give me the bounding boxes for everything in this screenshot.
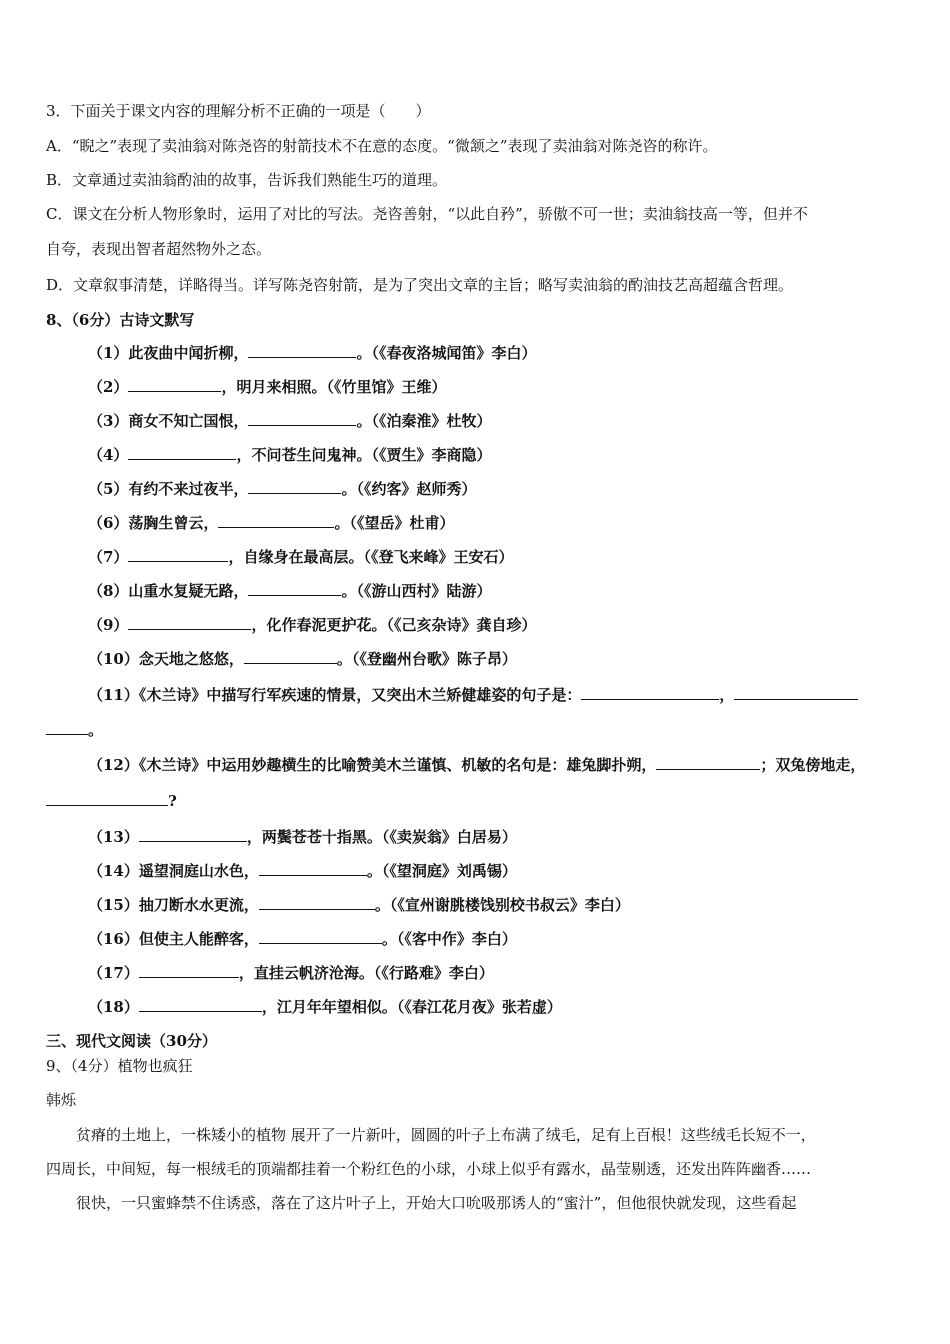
- q8-item-4: [88, 445, 491, 465]
- q8-item-text: （11）《木兰诗》中描写行军疾速的情景，又突出木兰矫健雄姿的句子是：: [88, 686, 582, 704]
- q9-title: 9、（4分）植物也疯狂: [46, 1057, 193, 1075]
- article-paragraph-line: 很快，一只蜜蜂禁不住诱惑，落在了这片叶子上，开始大口吮吸那诱人的“蜜汁”，但他很快就发现，这些看起: [46, 1194, 797, 1212]
- q8-item-source: ，化作春泥更护花。（《己亥杂诗》龚自珍）: [251, 616, 537, 634]
- answer-blank[interactable]: [218, 513, 334, 528]
- q8-item-text: （9）: [88, 616, 129, 634]
- q8-item-13: [88, 827, 517, 847]
- q8-item-source: ，直挂云帆济沧海。（《行路难》李白）: [238, 964, 494, 982]
- q8-item-source: ，两鬓苍苍十指黑。（《卖炭翁》白居易）: [246, 828, 517, 846]
- q8-item-text: ，: [719, 686, 735, 704]
- q8-item-9: [88, 615, 536, 635]
- q8-item-text: （18）: [88, 998, 139, 1016]
- q8-item-5: [88, 479, 476, 499]
- q3-option-b: B．文章通过卖油翁酌油的故事，告诉我们熟能生巧的道理。: [46, 171, 448, 189]
- q8-item-text: （10）念天地之悠悠，: [88, 650, 244, 668]
- q3-option-d: D．文章叙事清楚，详略得当。详写陈尧咨射箭，是为了突出文章的主旨；略写卖油翁的酌油技艺高超蕴含哲理。: [46, 276, 794, 294]
- q8-item-text: （2）: [88, 378, 129, 396]
- q8-item-8: [88, 581, 491, 601]
- q3-option-c-line1: C．课文在分析人物形象时，运用了对比的写法。尧咨善射，“以此自矜”，骄傲不可一世；卖油翁技高一等，但并不: [46, 205, 808, 223]
- answer-blank[interactable]: [128, 547, 228, 562]
- q8-item-source: 。（《登幽州台歌》陈子昂）: [336, 650, 517, 668]
- q8-title: 8、（6分）古诗文默写: [46, 311, 195, 329]
- q8-item-text: （6）荡胸生曾云，: [88, 514, 219, 532]
- q8-item-2: [88, 377, 446, 397]
- answer-blank[interactable]: [259, 861, 367, 876]
- q8-item-3: [88, 411, 491, 431]
- q8-item-source: ，明月来相照。（《竹里馆》王维）: [221, 378, 447, 396]
- q8-item-15: [88, 895, 630, 915]
- answer-blank[interactable]: [139, 827, 247, 842]
- answer-blank[interactable]: [734, 685, 858, 700]
- q8-item-text: （14）遥望洞庭山水色，: [88, 862, 259, 880]
- q8-item-6: [88, 513, 454, 533]
- q8-item-16: [88, 929, 517, 949]
- q8-item-17: [88, 963, 494, 983]
- article-author: 韩烁: [46, 1091, 77, 1109]
- section-heading: 三、现代文阅读（30分）: [46, 1032, 217, 1050]
- q8-item-source: ，自缘身在最高层。（《登飞来峰》王安石）: [228, 548, 514, 566]
- q8-item-18: [88, 997, 562, 1017]
- answer-blank[interactable]: [259, 895, 375, 910]
- answer-blank[interactable]: [581, 685, 719, 700]
- q8-item-source: 。（《游山西村》陆游）: [341, 582, 492, 600]
- q3-option-a: A．“睨之”表现了卖油翁对陈尧咨的射箭技术不在意的态度。“微颔之”表现了卖油翁对陈尧咨的称许。: [46, 137, 718, 155]
- q8-item-11-cont: [46, 720, 103, 740]
- q8-item-source: 。（《泊秦淮》杜牧）: [356, 412, 492, 430]
- q8-item-10: [88, 649, 517, 669]
- q8-item-7: [88, 547, 513, 567]
- q8-item-text: （8）山重水复疑无路，: [88, 582, 249, 600]
- answer-blank[interactable]: [248, 479, 341, 494]
- q8-item-source: 。（《望岳》杜甫）: [334, 514, 455, 532]
- answer-blank[interactable]: [139, 963, 239, 978]
- answer-blank[interactable]: [128, 445, 236, 460]
- q8-item-text: ；双兔傍地走，: [760, 756, 866, 774]
- answer-blank[interactable]: [139, 997, 262, 1012]
- q8-item-source: 。（《春夜洛城闻笛》李白）: [356, 344, 537, 362]
- q8-item-source: 。（《宣州谢朓楼饯别校书叔云》李白）: [374, 896, 630, 914]
- q8-item-text: （4）: [88, 446, 129, 464]
- q8-item-source: ，不问苍生问鬼神。（《贾生》李商隐）: [236, 446, 492, 464]
- q8-item-text: （7）: [88, 548, 129, 566]
- q8-item-text: （13）: [88, 828, 139, 846]
- answer-blank[interactable]: [248, 343, 356, 358]
- q8-item-source: 。（《客中作》李白）: [381, 930, 517, 948]
- q8-item-source: 。（《约客》赵师秀）: [341, 480, 477, 498]
- q8-item-14: [88, 861, 517, 881]
- q8-item-text: （5）有约不来过夜半，: [88, 480, 249, 498]
- q3-stem: 3．下面关于课文内容的理解分析不正确的一项是（ ）: [46, 102, 431, 120]
- answer-blank[interactable]: [244, 649, 337, 664]
- q8-item-12: [88, 755, 865, 775]
- answer-blank[interactable]: [248, 411, 356, 426]
- answer-blank[interactable]: [259, 929, 382, 944]
- answer-blank[interactable]: [128, 377, 221, 392]
- q3-option-c-line2: 自夸，表现出智者超然物外之态。: [46, 240, 272, 258]
- q8-item-12-cont: [46, 791, 177, 811]
- answer-blank[interactable]: [128, 615, 251, 630]
- article-paragraph-line: 贫瘠的土地上，一株矮小的植物 展开了一片新叶，圆圆的叶子上布满了绒毛，足有上百根！这些绒毛长短不一，: [46, 1126, 816, 1144]
- answer-blank[interactable]: [248, 581, 341, 596]
- article-paragraph-line: 四周长，中间短，每一根绒毛的顶端都挂着一个粉红色的小球，小球上似乎有露水，晶莹剔透，还发出阵阵幽香……: [46, 1160, 812, 1178]
- q8-item-1: [88, 343, 536, 363]
- q8-item-text: （16）但使主人能醉客，: [88, 930, 259, 948]
- q8-item-source: ，江月年年望相似。（《春江花月夜》张若虚）: [261, 998, 562, 1016]
- q8-item-text: ?: [168, 792, 177, 810]
- answer-blank[interactable]: [46, 791, 168, 806]
- q8-item-text: （1）此夜曲中闻折柳，: [88, 344, 249, 362]
- q8-item-11: [88, 685, 858, 705]
- answer-blank[interactable]: [656, 755, 760, 770]
- q8-item-source: 。（《望洞庭》刘禹锡）: [366, 862, 517, 880]
- q8-item-text: （17）: [88, 964, 139, 982]
- q8-item-text: （15）抽刀断水水更流，: [88, 896, 259, 914]
- q8-item-text: 。: [88, 721, 104, 739]
- q8-item-text: （12）《木兰诗》中运用妙趣横生的比喻赞美木兰谨慎、机敏的名句是：雄兔脚扑朔，: [88, 756, 657, 774]
- answer-blank[interactable]: [46, 720, 88, 735]
- q8-item-text: （3）商女不知亡国恨，: [88, 412, 249, 430]
